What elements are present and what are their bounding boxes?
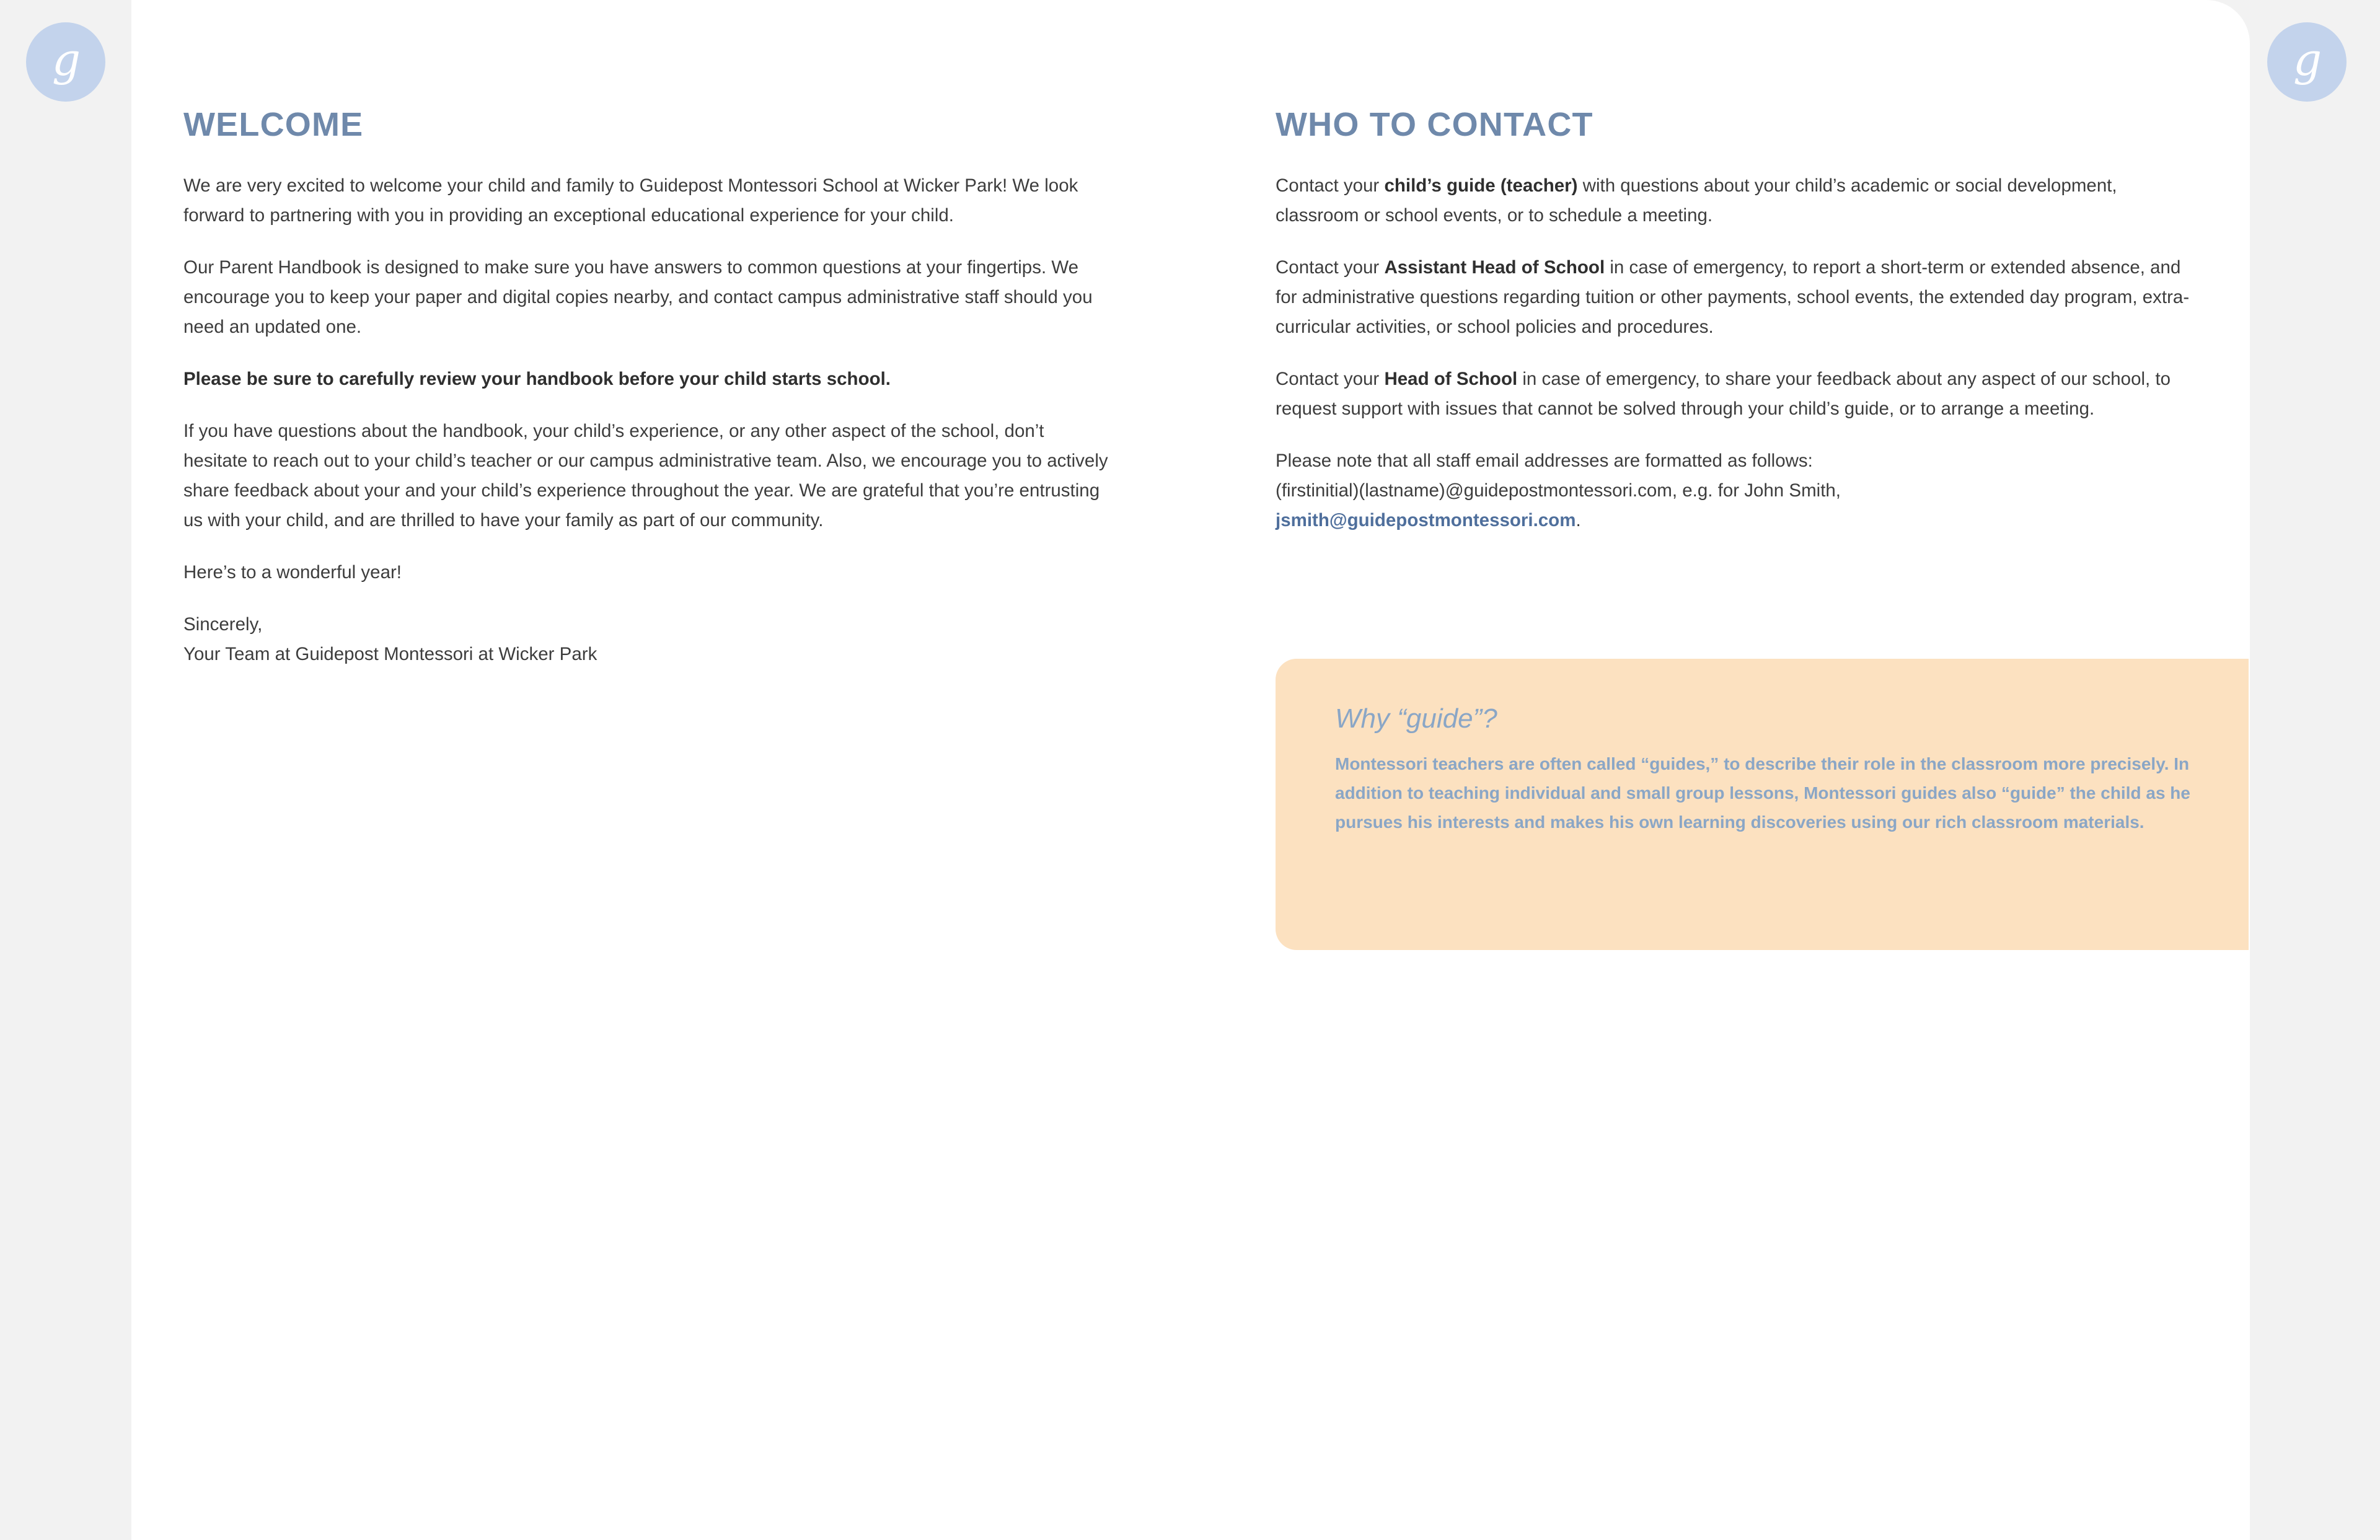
why-guide-callout <box>1276 659 2249 950</box>
welcome-paragraph-2: Our Parent Handbook is designed to make sure you have answers to common questions at your fingertips. We encourage you to keep your paper and digital copies nearby, and contact campus administrative staff should you need an updated one. <box>183 257 1093 337</box>
contact-guide-rest: with questions about your child’s academic or social development, classroom or school events, or to schedule a meeting. <box>1276 175 2117 226</box>
contact-assistant-head-paragraph <box>1276 253 2205 342</box>
contact-head-role: Head of School <box>1384 369 1518 389</box>
welcome-closing-line: Here’s to a wonderful year! <box>183 562 402 583</box>
welcome-section <box>183 105 1138 669</box>
email-note-trailing: . <box>1576 510 1581 530</box>
contact-head-rest: in case of emergency, to share your feedback about any aspect of our school, to request support with issues that cannot be solved through your child’s guide, or to arrange a meeting. <box>1276 369 2171 419</box>
contact-guide-lead: Contact your <box>1276 175 1385 196</box>
callout-body: Montessori teachers are often called “guides,” to describe their role in the classroom more precisely. In addition to teaching individual and small group lessons, Montessori guides also “guide” the child as he pursues his interests and makes his own learning discoveries using our rich classroom materials. <box>1335 754 2190 832</box>
logo-glyph: g <box>51 33 80 86</box>
who-to-contact-section <box>1276 105 2230 535</box>
contact-assistant-rest: in case of emergency, to report a short-term or extended absence, and for administrative questions regarding tuition or other payments, school events, the extended day program, extra-curricular activities, or school policies and procedures. <box>1276 257 2190 337</box>
contact-guide-role: child’s guide (teacher) <box>1384 175 1578 196</box>
welcome-signoff <box>183 610 1113 669</box>
email-note-line-2: (firstinitial)(lastname)@guidepostmontessori.com, e.g. for John Smith, <box>1276 480 1841 501</box>
email-format-note <box>1276 446 2205 535</box>
email-note-line-1: Please note that all staff email addresses are formatted as follows: <box>1276 451 1813 471</box>
contact-head-lead: Contact your <box>1276 369 1385 389</box>
guidepost-logo-icon-secondary <box>2267 22 2347 102</box>
signoff-line-2: Your Team at Guidepost Montessori at Wicker Park <box>183 644 597 664</box>
contact-guide-paragraph <box>1276 171 2205 231</box>
welcome-paragraph-4: If you have questions about the handbook, your child’s experience, or any other aspect of the school, don’t hesitate to reach out to your child’s teacher or our campus administrative team. Also, we encourage you to actively share feedback about your and your child’s experience throughout the year. We are grateful that you’re entrusting us with your child, and are thrilled to have your family as part of our community. <box>183 421 1108 530</box>
guidepost-logo-icon <box>26 22 105 102</box>
logo-glyph: g <box>2293 33 2321 86</box>
contact-assistant-role: Assistant Head of School <box>1384 257 1605 278</box>
page-title-who-to-contact: WHO TO CONTACT <box>1276 106 1593 143</box>
contact-assistant-lead: Contact your <box>1276 257 1385 278</box>
email-example-link[interactable]: jsmith@guidepostmontessori.com <box>1276 510 1576 530</box>
page-title-welcome: WELCOME <box>183 106 364 143</box>
welcome-review-notice <box>183 364 1113 394</box>
signoff-line-1: Sincerely, <box>183 614 263 635</box>
welcome-review-notice-text: Please be sure to carefully review your handbook before your child starts school. <box>183 369 891 389</box>
welcome-paragraph-1: We are very excited to welcome your child and family to Guidepost Montessori School at Wicker Park! We look forward to partnering with you in providing an exceptional educational experience for your child. <box>183 175 1078 226</box>
callout-title: Why “guide”? <box>1335 703 1497 734</box>
contact-head-paragraph <box>1276 364 2205 424</box>
